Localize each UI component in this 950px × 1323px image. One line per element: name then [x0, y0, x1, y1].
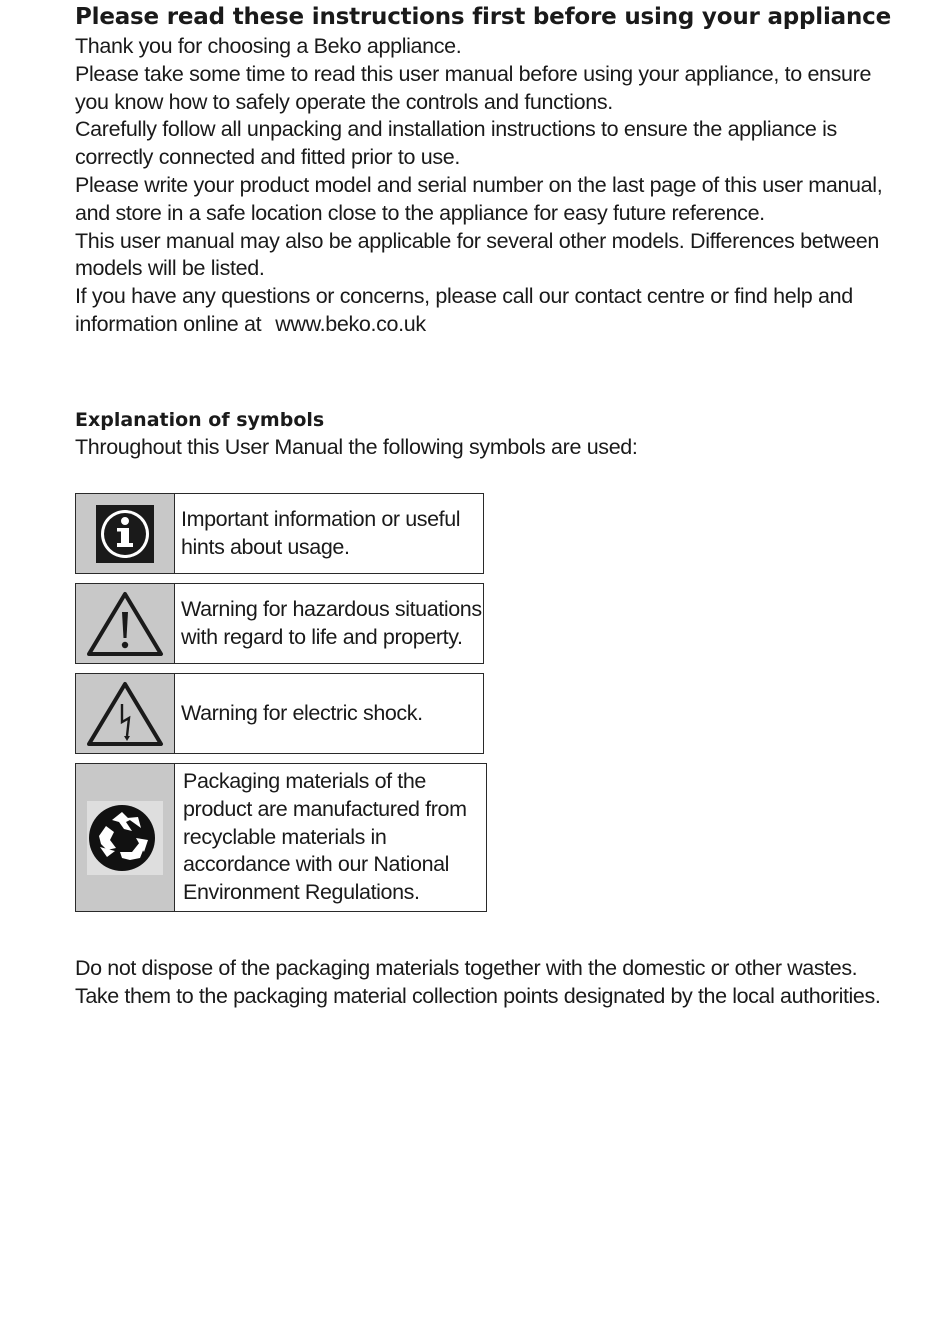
electric-shock-icon — [85, 680, 165, 748]
disposal-notice — [75, 954, 905, 1010]
intro-paragraph: Please take some time to read this user manual before using your appliance, to ensure you know how to safely operate the controls and functions. — [75, 61, 872, 114]
intro-section — [75, 33, 905, 339]
manual-page — [75, 0, 905, 1008]
symbols-heading: Explanation of symbols — [75, 409, 325, 431]
intro-paragraph: Please write your product model and serial number on the last page of this user manual, and store in a safe location close to the appliance for easy future reference. — [75, 172, 883, 225]
symbols-subtitle: Throughout this User Manual the following symbols are used: — [75, 435, 638, 459]
intro-paragraph: This user manual may also be applicable for several other models. Differences between models will be listed. — [75, 228, 880, 281]
symbol-row-recycling — [75, 763, 487, 912]
symbol-description: Warning for electric shock. — [181, 700, 423, 725]
intro-paragraph: Carefully follow all unpacking and installation instructions to ensure the appliance is correctly connected and fitted prior to use. — [75, 117, 837, 170]
page-title: Please read these instructions first before using your appliance — [75, 4, 891, 30]
symbol-row-warning — [75, 583, 484, 664]
symbol-cell — [76, 494, 175, 573]
information-icon — [96, 505, 154, 563]
recycling-icon — [86, 800, 164, 876]
disposal-line: Take them to the packaging material collection points designated by the local authorities. — [75, 984, 881, 1008]
warning-triangle-icon — [85, 590, 165, 658]
symbol-description: Warning for hazardous situations with regard to life and property. — [181, 596, 482, 649]
symbol-description: Important information or useful hints about usage. — [181, 506, 461, 559]
symbol-row-information — [75, 493, 484, 574]
intro-paragraph: Thank you for choosing a Beko appliance. — [75, 34, 462, 58]
website-link[interactable]: www.beko.co.uk — [275, 311, 426, 336]
contact-paragraph — [75, 283, 905, 339]
symbol-cell — [76, 584, 175, 663]
symbol-cell — [76, 764, 175, 911]
symbol-cell — [76, 674, 175, 753]
contact-text: If you have any questions or concerns, please call our contact centre or find help and information online at — [75, 284, 853, 336]
disposal-line: Do not dispose of the packaging materials together with the domestic or other wastes. — [75, 956, 858, 980]
symbol-description: Packaging materials of the product are manufactured from recyclable materials in accordance with our National Environment Regulations. — [183, 769, 467, 905]
symbol-row-electric — [75, 673, 484, 754]
